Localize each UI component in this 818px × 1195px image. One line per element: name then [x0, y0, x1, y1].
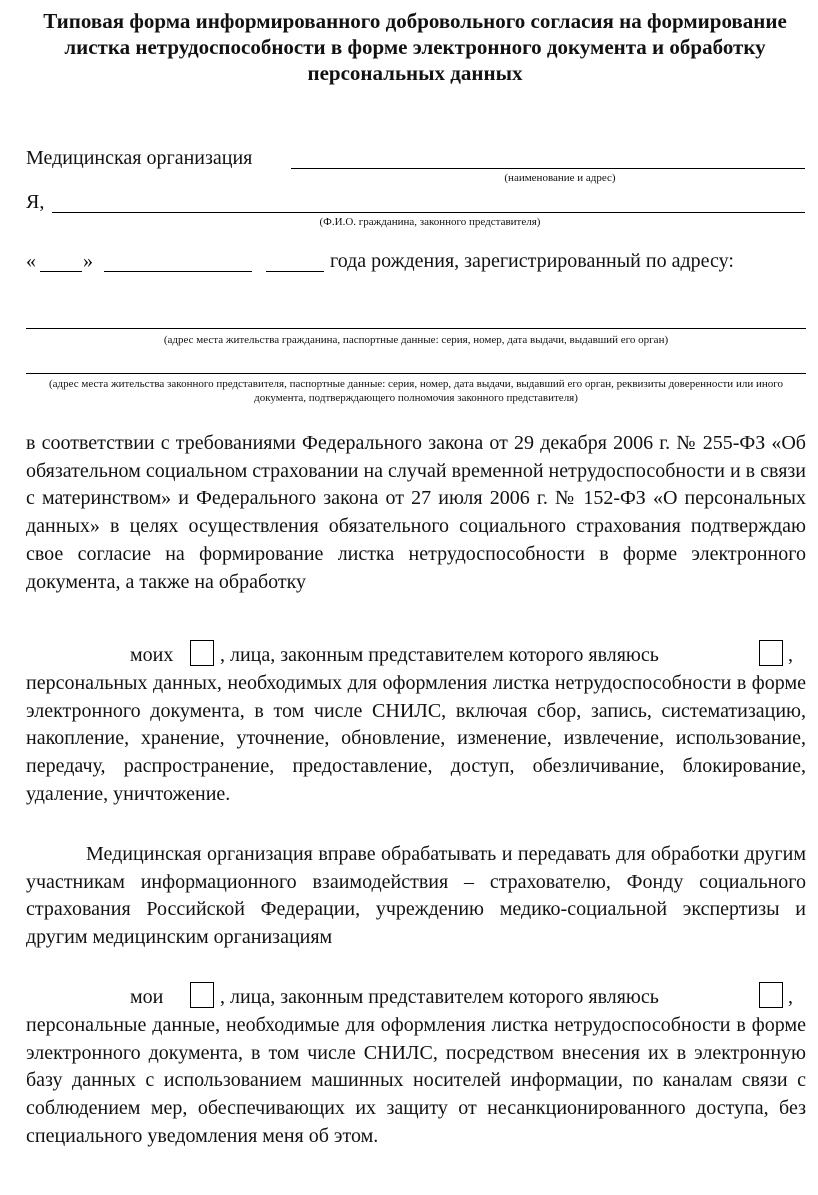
address-hint: (адрес места жительства гражданина, паспортные данные: серия, номер, дата выдачи, выдавший его орган): [163, 334, 669, 346]
checkbox-row-2: [26, 984, 806, 1012]
own-data-label-2: мои: [130, 986, 164, 1008]
comma-2: ,: [788, 986, 793, 1008]
own-data-checkbox-2[interactable]: [190, 982, 214, 1008]
birth-day-field[interactable]: [40, 271, 82, 272]
org-hint: (наименование и адрес): [504, 172, 616, 184]
birth-text: года рождения, зарегистрированный по адресу:: [330, 250, 734, 272]
birth-month-field[interactable]: [104, 271, 252, 272]
consent-paragraph-3: Медицинская организация вправе обрабатывать и передавать для обработки другим участникам информационного взаимодействия – страхователю, Фонду социального страхования Российской Федерации, учреждению медико-социальной экспертизы и другим медицинским организациям: [26, 843, 806, 949]
representative-field[interactable]: [26, 373, 806, 374]
consent-paragraph-2: персональных данных, необходимых для оформления листка нетрудоспособности в форме электронного документа, в том числе СНИЛС, включая сбор, запись, систематизацию, накопление, хранение, уточнение, обновление, изменение, извлечение, использование, передачу, распространение, предоставление, доступ, обезличивание, блокирование, удаление, уничтожение.: [26, 672, 806, 805]
birth-year-field[interactable]: [266, 271, 324, 272]
full-name-field[interactable]: [52, 212, 805, 213]
representative-checkbox-2[interactable]: [759, 982, 783, 1008]
fio-hint: (Ф.И.О. гражданина, законного представителя): [319, 216, 541, 228]
consent-paragraph-1: в соответствии с требованиями Федерального закона от 29 декабря 2006 г. № 255-ФЗ «Об обязательном социальном страховании на случай временной нетрудоспособности и в связи с материнством» и Федерального закона от 27 июля 2006 г. № 152-ФЗ «О персональных данных» в целях осуществления обязательного социального страхования подтверждаю свое согласие на формирование листка нетрудоспособности в форме электронного документа, а также на обработку: [26, 432, 806, 593]
own-data-label-1: моих: [130, 644, 174, 666]
date-close-quote: »: [83, 250, 93, 272]
representative-checkbox-1[interactable]: [759, 640, 783, 666]
form-title: Типовая форма информированного добровольного согласия на формирование листка нетрудоспособности в форме электронного документа и обработку персональных данных: [43, 9, 787, 85]
comma-1: ,: [788, 644, 793, 666]
address-field[interactable]: [26, 328, 806, 329]
org-name-field[interactable]: [291, 168, 805, 169]
date-open-quote: «: [26, 250, 36, 272]
consent-paragraph-4: персональные данные, необходимые для оформления листка нетрудоспособности в форме электронного документа, в том числе СНИЛС, посредством внесения их в электронную базу данных с использованием машинных носителей информации, по каналам связи с соблюдением мер, обеспечивающих их защиту от несанкционированного доступа, без специального уведомления меня об этом.: [26, 1014, 806, 1147]
own-data-checkbox-1[interactable]: [190, 640, 214, 666]
representative-hint: (адрес места жительства законного представителя, паспортные данные: серия, номер, дата выдачи, выдавший его орган, реквизиты доверенности или иного документа, подтверждающего полномочия законного представителя): [49, 378, 783, 404]
org-label: Медицинская организация: [26, 147, 253, 169]
representative-label-1: , лица, законным представителем которого являюсь: [220, 644, 659, 666]
ya-label: Я,: [26, 191, 45, 213]
checkbox-row-1: [26, 642, 806, 670]
representative-label-2: , лица, законным представителем которого являюсь: [220, 986, 659, 1008]
